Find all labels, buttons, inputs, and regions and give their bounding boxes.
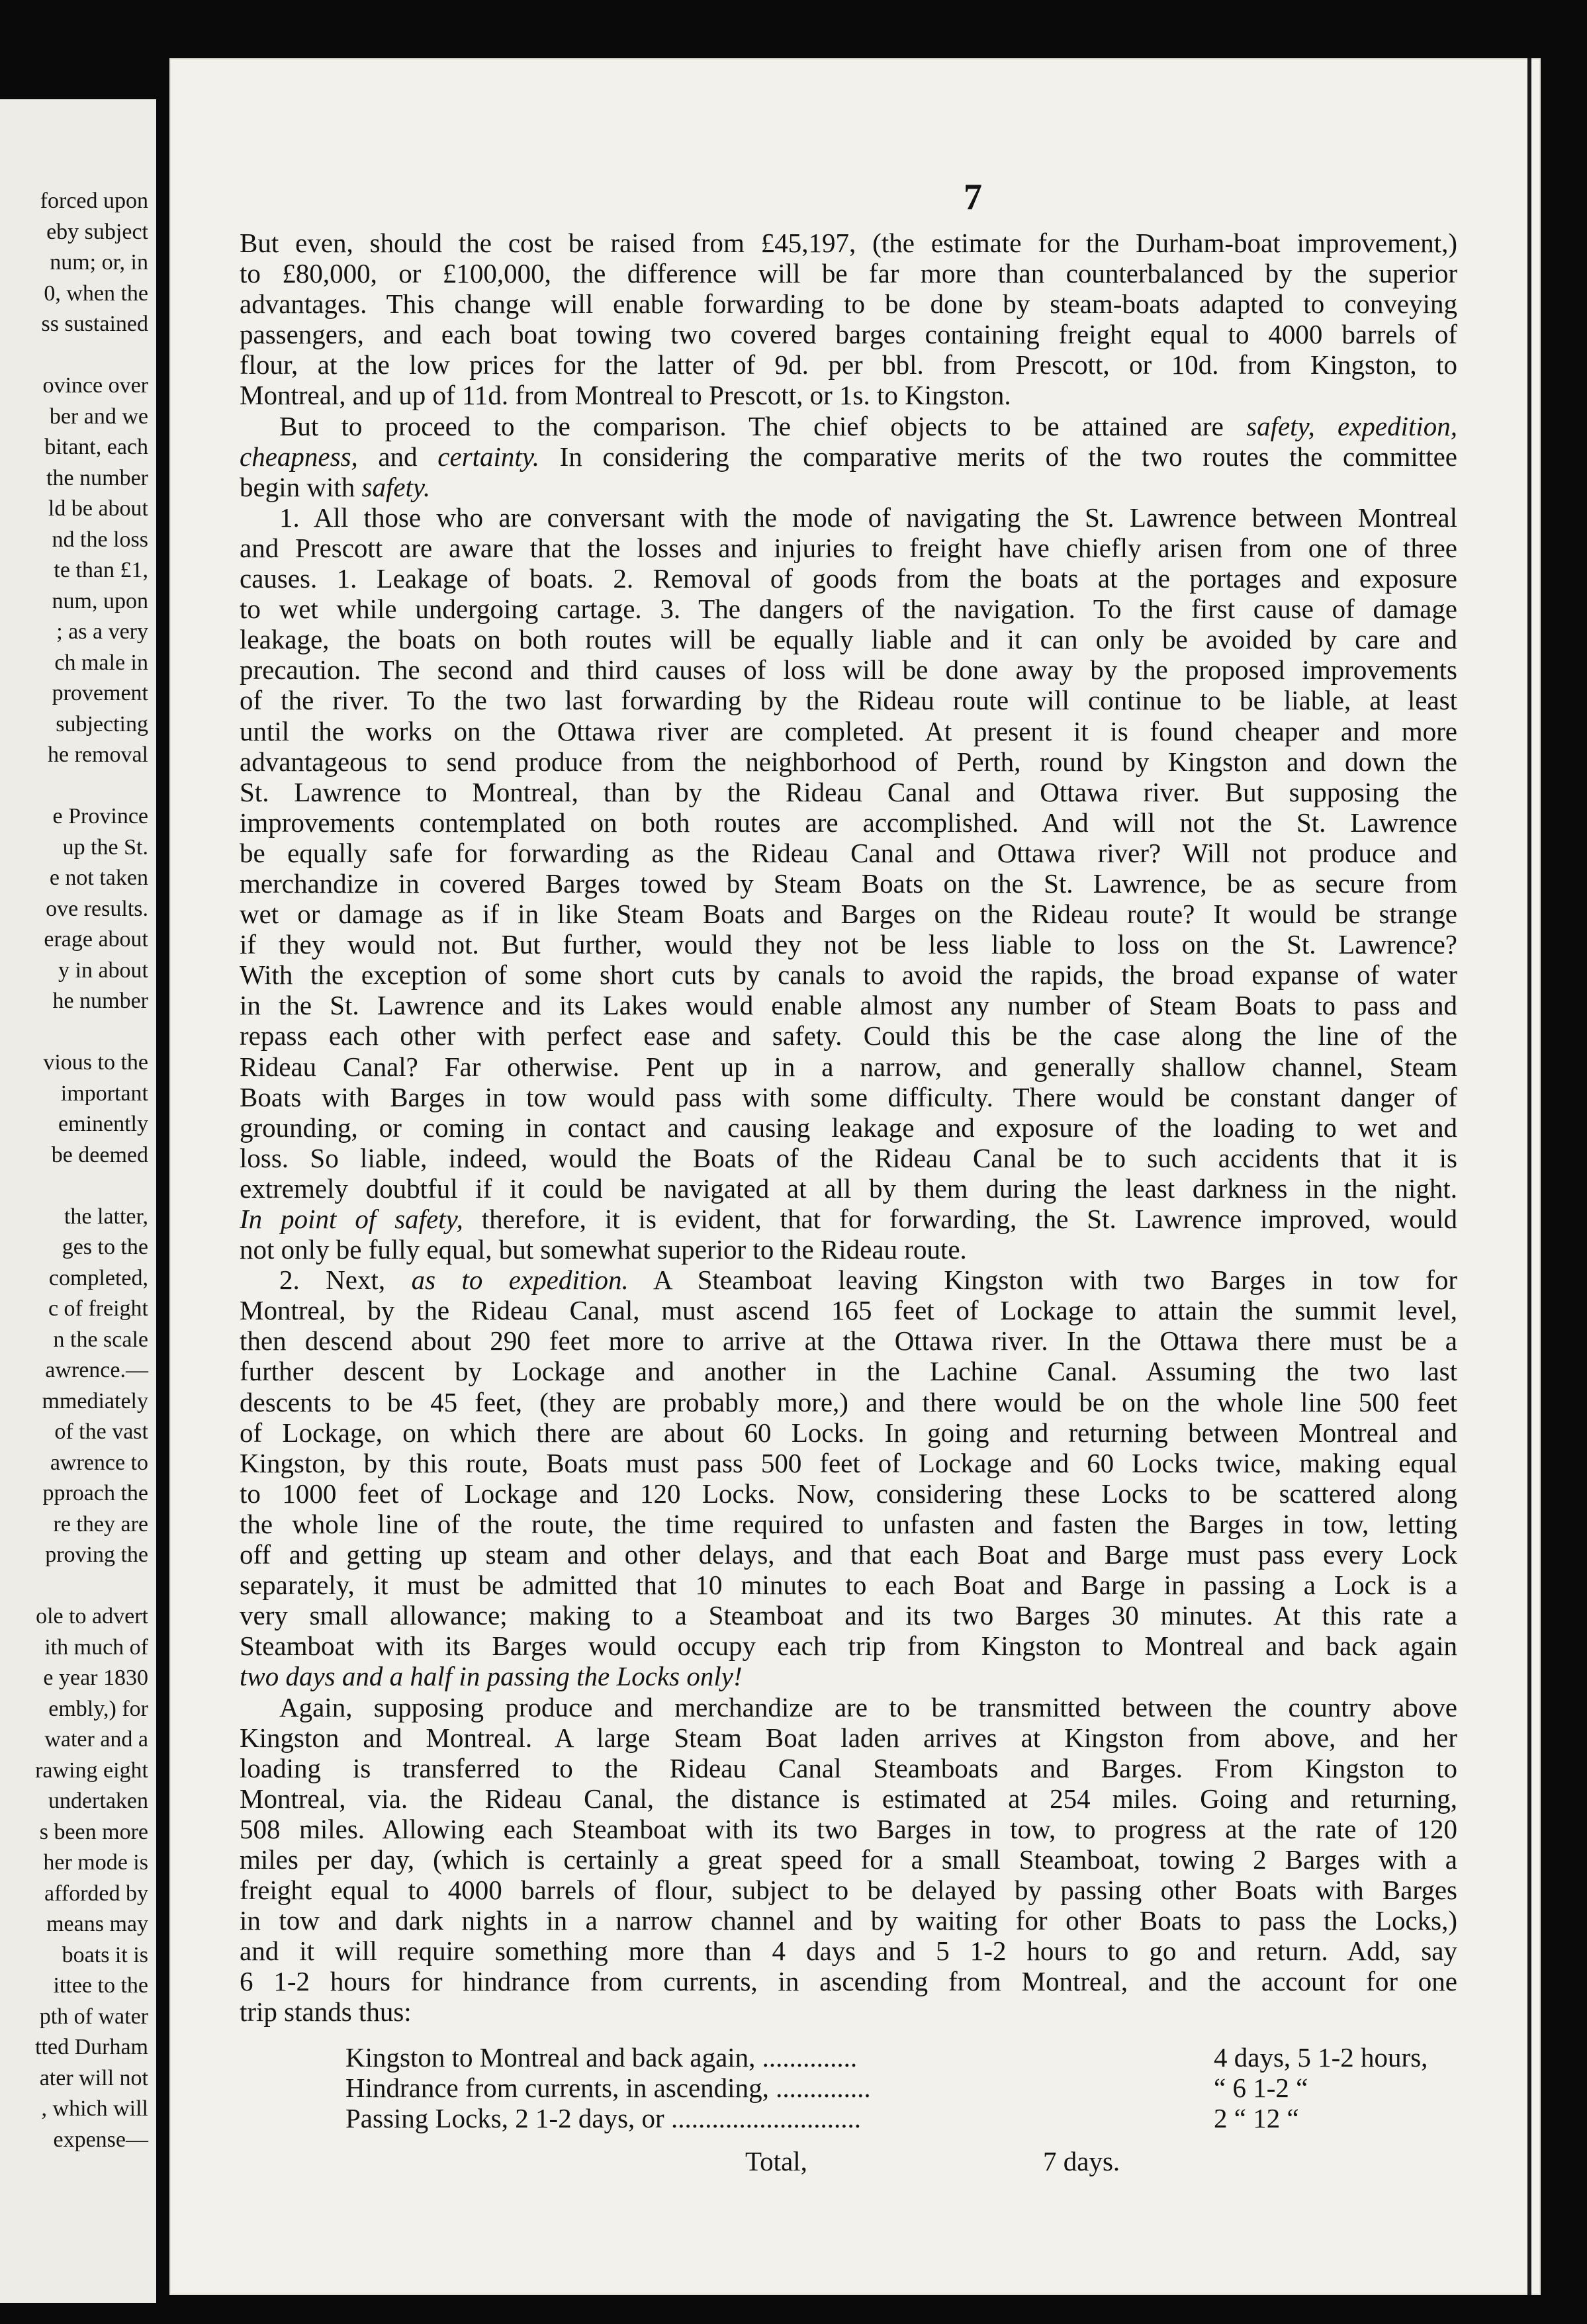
text-line: Kingston and Montreal. A large Steam Boat laden arrives at Kingston from above, and her	[240, 1722, 1457, 1753]
facing-page-line: n the scale	[53, 1327, 148, 1352]
facing-page-line: forced upon	[40, 189, 148, 213]
text-line: St. Lawrence to Montreal, than by the Rideau Canal and Ottawa river. But supposing the	[240, 776, 1457, 807]
text-line: off and getting up steam and other delays, and that each Boat and Barge must pass every Lock	[240, 1539, 1457, 1570]
facing-page-line: s been more	[39, 1819, 148, 1844]
text-line: extremely doubtful if it could be navigated at all by them during the least darkness in the night.	[240, 1173, 1457, 1204]
text-line: 2. Next, as to expedition. A Steamboat leaving Kingston with two Barges in tow for	[279, 1265, 1457, 1296]
text-line: loss. So liable, indeed, would the Boats of the Rideau Canal be to such accidents that it is	[240, 1142, 1457, 1173]
text-line: to 1000 feet of Lockage and 120 Locks. Now, considering these Locks to be scattered along	[240, 1478, 1457, 1509]
text-line: repass each other with perfect ease and safety. Could this be the case along the line of the	[240, 1020, 1457, 1051]
table-row-value: 4 days, 5 1-2 hours,	[1214, 2042, 1428, 2073]
facing-page-line: be deemed	[51, 1142, 148, 1167]
text-line: causes. 1. Leakage of boats. 2. Removal of goods from the boats at the portages and exposure	[240, 563, 1457, 594]
text-line: freight equal to 4000 barrels of flour, subject to be delayed by passing other Boats with Barges	[240, 1875, 1457, 1906]
text-line: Montreal, and up of 11d. from Montreal to Prescott, or 1s. to Kingston.	[240, 380, 1011, 411]
text-line: merchandize in covered Barges towed by Steam Boats on the St. Lawrence, be as secure from	[240, 868, 1457, 899]
table-row-label: Passing Locks, 2 1-2 days, or ............................	[345, 2103, 861, 2133]
facing-page-line: ss sustained	[41, 312, 148, 336]
facing-page-line: c of freight	[48, 1296, 148, 1321]
text-line: begin with safety.	[240, 471, 431, 502]
text-line: then descend about 290 feet more to arrive at the Ottawa river. In the Ottawa there must be a	[240, 1325, 1457, 1357]
facing-page-line: means may	[46, 1912, 148, 1936]
facing-page-line: ; as a very	[56, 619, 148, 644]
facing-page-line: undertaken	[48, 1789, 148, 1813]
facing-page-line: mmediately	[42, 1388, 148, 1413]
facing-page-line: eminently	[58, 1112, 148, 1136]
text-line: and it will require something more than 4 days and 5 1-2 hours to go and return. Add, say	[240, 1936, 1457, 1967]
facing-page-line: vious to the	[43, 1050, 148, 1075]
facing-page-line: e year 1830	[43, 1666, 148, 1690]
text-line: Montreal, by the Rideau Canal, must ascend 165 feet of Lockage to attain the summit level,	[240, 1295, 1457, 1326]
facing-page-line: completed,	[48, 1265, 148, 1290]
text-line: Again, supposing produce and merchandize are to be transmitted between the country above	[279, 1691, 1457, 1722]
facing-page-line: ittee to the	[53, 1973, 148, 1998]
text-line: cheapness, and certainty. In considering the comparative merits of the two routes the committee	[240, 441, 1457, 472]
facing-page-line: rawing eight	[35, 1758, 148, 1783]
text-line: separately, it must be admitted that 10 minutes to each Boat and Barge in passing a Lock is a	[240, 1570, 1457, 1601]
text-line: leakage, the boats on both routes will be equally liable and it can only be avoided by care and	[240, 624, 1457, 655]
facing-page-line: provement	[52, 681, 148, 705]
text-line: precaution. The second and third causes of loss will be done away by the proposed improvements	[240, 654, 1457, 686]
text-line: 6 1-2 hours for hindrance from currents, in ascending from Montreal, and the account for one	[240, 1966, 1457, 1997]
facing-page-line: e Province	[52, 804, 148, 828]
facing-page-line: , which will	[41, 2096, 148, 2121]
table-row	[345, 2073, 1471, 2103]
page-frame-rule	[1527, 58, 1531, 2295]
facing-page-line: awrence.—	[45, 1358, 148, 1382]
text-line: be equally safe for forwarding as the Rideau Canal and Ottawa river? Will not produce and	[240, 837, 1457, 868]
facing-page-line: bitant, each	[44, 435, 148, 459]
text-line: Montreal, via. the Rideau Canal, the distance is estimated at 254 miles. Going and returning,	[240, 1783, 1457, 1814]
facing-page-line: water and a	[44, 1727, 148, 1752]
document-page	[169, 58, 1541, 2295]
facing-page-line: afforded by	[44, 1881, 148, 1906]
facing-page-line: ges to the	[62, 1235, 148, 1259]
text-line: But even, should the cost be raised from £45,197, (the estimate for the Durham-boat improvement,)	[240, 228, 1457, 258]
facing-page-line: e not taken	[49, 866, 148, 890]
facing-page-line: erage about	[44, 927, 148, 952]
facing-page-line: ovince over	[42, 373, 148, 398]
text-line: not only be fully equal, but somewhat superior to the Rideau route.	[240, 1234, 967, 1265]
facing-page-line: boats it is	[62, 1942, 148, 1967]
text-line: and Prescott are aware that the losses and injuries to freight have chiefly arisen from one of three	[240, 532, 1457, 563]
facing-page-line: subjecting	[56, 711, 148, 737]
text-line: descents to be 45 feet, (they are probably more,) and there would be on the whole line 500 feet	[240, 1386, 1457, 1417]
facing-page-line: ove results.	[46, 896, 148, 921]
text-line: Steamboat with its Barges would occupy each trip from Kingston to Montreal and back again	[240, 1631, 1457, 1662]
total-value: 7 days.	[1043, 2146, 1120, 2176]
text-line: 1. All those who are conversant with the mode of navigating the St. Lawrence between Montreal	[279, 502, 1457, 533]
text-line: Boats with Barges in tow would pass with some difficulty. There would be constant danger of	[240, 1081, 1457, 1112]
text-line: Rideau Canal? Far otherwise. Pent up in a narrow, and generally shallow channel, Steam	[240, 1051, 1457, 1082]
text-line: passengers, and each boat towing two covered barges containing freight equal to 4000 barrels of	[240, 319, 1457, 350]
facing-page-line: the latter,	[64, 1204, 148, 1229]
facing-page-line: 0, when the	[44, 281, 148, 306]
facing-page-line: re they are	[53, 1511, 148, 1537]
text-line: 508 miles. Allowing each Steamboat with its two Barges in tow, to progress at the rate of 120	[240, 1813, 1457, 1844]
facing-page-line: y in about	[58, 958, 148, 983]
body-text	[240, 228, 1457, 2028]
text-line: wet or damage as if in like Steam Boats and Barges on the Rideau route? It would be strange	[240, 899, 1457, 930]
text-line: until the works on the Ottawa river are completed. At present it is found cheaper and more	[240, 715, 1457, 746]
text-line: In point of safety, therefore, it is evident, that for forwarding, the St. Lawrence improved, would	[240, 1204, 1457, 1234]
facing-page-line: pproach the	[42, 1481, 148, 1505]
facing-page-line: ith much of	[44, 1634, 148, 1660]
facing-page-line: up the St.	[62, 834, 148, 860]
text-line: in tow and dark nights in a narrow channel and by waiting for other Boats to pass the Locks,)	[240, 1905, 1457, 1936]
text-line: Kingston, by this route, Boats must pass 500 feet of Lockage and 60 Locks twice, making equal	[240, 1447, 1457, 1478]
text-line: trip stands thus:	[240, 1996, 412, 2028]
text-line: flour, at the low prices for the latter of 9d. per bbl. from Prescott, or 10d. from Kingston, to	[240, 349, 1457, 380]
text-line: advantageous to send produce from the neighborhood of Perth, round by Kingston and down the	[240, 746, 1457, 777]
facing-page-line: ole to advert	[36, 1604, 148, 1629]
text-line: grounding, or coming in contact and causing leakage and exposure of the loading to wet and	[240, 1112, 1457, 1143]
total-label: Total,	[745, 2146, 807, 2176]
text-line: advantages. This change will enable forwarding to be done by steam-boats adapted to conveying	[240, 289, 1457, 320]
page-number: 7	[964, 177, 982, 218]
facing-page-line: pth of water	[39, 2004, 148, 2029]
facing-page-line: embly,) for	[48, 1696, 148, 1721]
text-line: very small allowance; making to a Steamboat and its two Barges 30 minutes. At this rate a	[240, 1600, 1457, 1631]
facing-page-line: tted Durham	[35, 2035, 148, 2059]
text-line: With the exception of some short cuts by canals to avoid the rapids, the broad expanse of water	[240, 960, 1457, 991]
gutter-rule	[158, 79, 163, 2263]
facing-page-line: awrence to	[50, 1450, 148, 1475]
facing-page-line: expense—	[53, 2127, 148, 2152]
facing-page-line: her mode is	[43, 1850, 148, 1875]
facing-page-line: important	[60, 1081, 148, 1106]
text-line: the whole line of the route, the time required to unfasten and fasten the Barges in tow, letting	[240, 1508, 1457, 1539]
text-line: But to proceed to the comparison. The chief objects to be attained are safety, expedition,	[279, 410, 1457, 441]
facing-page-line: the number	[46, 465, 148, 490]
text-line: loading is transferred to the Rideau Canal Steamboats and Barges. From Kingston to	[240, 1752, 1457, 1783]
trip-time-table	[345, 2042, 1471, 2133]
text-line: improvements contemplated on both routes are accomplished. And will not the St. Lawrence	[240, 807, 1457, 838]
facing-page-line: ber and we	[49, 404, 148, 429]
facing-page-line: proving the	[45, 1542, 148, 1567]
facing-page-line: te than £1,	[54, 558, 148, 582]
text-line: of Lockage, on which there are about 60 Locks. In going and returning between Montreal and	[240, 1417, 1457, 1448]
facing-page-line: nd the loss	[52, 527, 148, 552]
text-line: to wet while undergoing cartage. 3. The dangers of the navigation. To the first cause of damage	[240, 594, 1457, 625]
table-row	[345, 2042, 1471, 2073]
table-row-label: Kingston to Montreal and back again, ..............	[345, 2042, 858, 2073]
text-line: further descent by Lockage and another in the Lachine Canal. Assuming the two last	[240, 1356, 1457, 1387]
facing-page-fragment	[0, 99, 156, 2303]
facing-page-line: he removal	[48, 742, 148, 767]
table-row-value: 2 “ 12 “	[1214, 2103, 1299, 2133]
text-line: miles per day, (which is certainly a great speed for a small Steamboat, towing 2 Barges with a	[240, 1844, 1457, 1875]
table-row-value: “ 6 1-2 “	[1214, 2073, 1308, 2103]
text-line: in the St. Lawrence and its Lakes would enable almost any number of Steam Boats to pass and	[240, 990, 1457, 1021]
facing-page-line: ater will not	[39, 2065, 148, 2090]
text-line: two days and a half in passing the Locks only!	[240, 1661, 743, 1692]
facing-page-line: num, upon	[52, 588, 148, 613]
facing-page-line: ch male in	[54, 650, 148, 675]
text-line: if they would not. But further, would they not be less liable to loss on the St. Lawrence?	[240, 929, 1457, 960]
table-row-label: Hindrance from currents, in ascending, ..............	[345, 2073, 871, 2103]
table-row	[345, 2103, 1471, 2133]
facing-page-line: eby subject	[46, 219, 148, 244]
facing-page-line: he number	[52, 989, 148, 1013]
text-line: to £80,000, or £100,000, the difference will be far more than counterbalanced by the superior	[240, 258, 1457, 289]
facing-page-line: ld be about	[48, 496, 148, 521]
text-line: of the river. To the two last forwarding by the Rideau route will continue to be liable, at least	[240, 685, 1457, 716]
facing-page-line: num; or, in	[50, 250, 148, 275]
facing-page-line: of the vast	[54, 1419, 148, 1444]
